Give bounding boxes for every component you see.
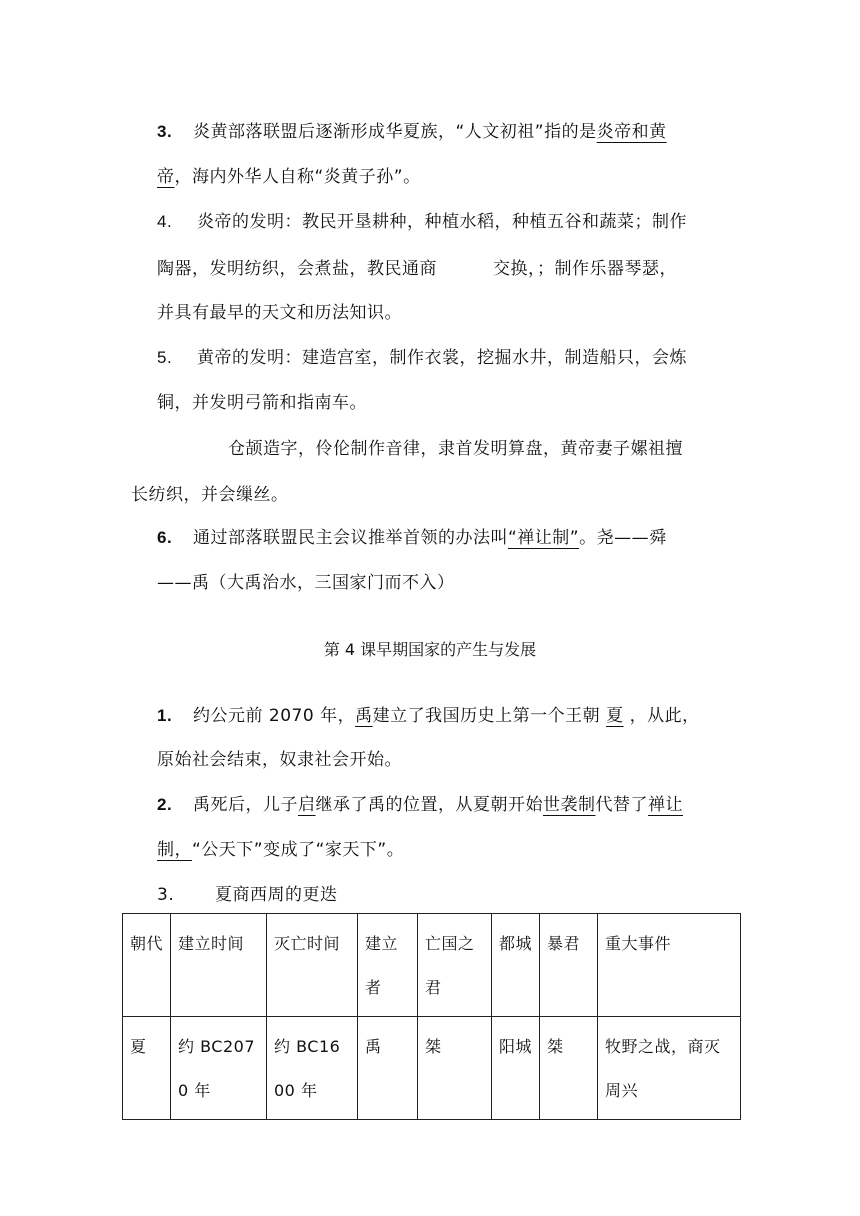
lesson4-item-1-line-2 — [157, 745, 402, 770]
text: 原始社会结束，奴隶社会开始。 — [157, 750, 402, 770]
table-cell: 牧野之战，商灭周兴 — [598, 1017, 741, 1120]
item-5-line-3 — [228, 434, 683, 459]
text: 交换，；制作乐器琴瑟， — [493, 259, 677, 279]
underlined-answer: 禹 — [355, 706, 373, 726]
item-3-line-1 — [157, 117, 667, 142]
item-number: 4. — [157, 212, 173, 231]
text: 代替了 — [595, 795, 648, 815]
lesson4-item-2-line-2 — [157, 835, 404, 860]
item-3-line-2 — [157, 162, 421, 187]
underlined-answer: 启 — [298, 795, 316, 815]
underlined-answer: 禅让 — [648, 795, 683, 815]
header-cell: 都城 — [492, 914, 540, 1017]
text: 铜，并发明弓箭和指南车。 — [157, 393, 367, 413]
item-number: 6. — [157, 528, 173, 547]
text: 并具有最早的天文和历法知识。 — [157, 303, 402, 323]
header-cell: 暴君 — [540, 914, 598, 1017]
table-cell: 桀 — [418, 1017, 492, 1120]
header-cell: 重大事件 — [598, 914, 741, 1017]
text: ，海内外华人自称“炎黄子孙”。 — [174, 167, 421, 187]
lesson4-item-3 — [157, 880, 338, 905]
text: 通过部落联盟民主会议推举首领的办法叫 — [193, 528, 508, 548]
item-6-line-1 — [157, 523, 667, 548]
underlined-answer: 制， — [157, 840, 192, 860]
item-number: 2. — [157, 795, 173, 814]
table-header-row — [123, 914, 741, 1017]
text: 陶器，发明纺织，会煮盐，教民通商 — [157, 259, 437, 279]
underlined-answer: 帝 — [157, 167, 175, 187]
text: 建立了我国历史上第一个王朝 — [372, 706, 601, 726]
table-row — [123, 1017, 741, 1120]
header-cell: 灭亡时间 — [267, 914, 358, 1017]
text: 。尧——舜 — [579, 528, 667, 548]
underlined-answer: “禅让制” — [508, 528, 580, 548]
text: 黄帝的发明：建造宫室，制作衣裳，挖掘水井，制造船只，会炼 — [197, 348, 687, 368]
header-cell: 朝代 — [123, 914, 171, 1017]
table-cell: 阳城 — [492, 1017, 540, 1120]
text: 禹死后，儿子 — [193, 795, 298, 815]
text: 仓颉造字，伶伦制作音律，隶首发明算盘，黄帝妻子嫘祖擅 — [228, 439, 683, 459]
item-4-line-1 — [157, 207, 687, 232]
item-5-line-1 — [157, 343, 687, 368]
table-cell: 禹 — [358, 1017, 418, 1120]
item-number: 5. — [157, 348, 173, 367]
text: 约公元前 2070 年， — [193, 706, 356, 726]
text: 长纺织，并会缫丝。 — [131, 485, 289, 505]
item-5-line-4 — [131, 480, 289, 505]
dynasty-table — [122, 913, 741, 1120]
header-cell: 建立时间 — [171, 914, 267, 1017]
header-cell: 亡国之君 — [418, 914, 492, 1017]
table-cell: 约 BC1600 年 — [267, 1017, 358, 1120]
item-4-line-3 — [157, 298, 402, 323]
item-4-line-2 — [157, 254, 677, 279]
underlined-answer: 世袭制 — [543, 795, 596, 815]
text: 继承了禹的位置，从夏朝开始 — [315, 795, 543, 815]
text: “公天下”变成了“家天下”。 — [192, 840, 405, 860]
item-6-line-2 — [157, 568, 455, 593]
underlined-answer: 炎帝和黄 — [596, 122, 667, 142]
text: 夏商西周的更迭 — [215, 885, 338, 905]
item-number: 1. — [157, 706, 173, 725]
header-cell: 建立者 — [358, 914, 418, 1017]
text: ——禹（大禹治水，三国家门而不入） — [157, 573, 455, 593]
table-cell: 桀 — [540, 1017, 598, 1120]
table-cell: 夏 — [123, 1017, 171, 1120]
table-cell: 约 BC2070 年 — [171, 1017, 267, 1120]
item-5-line-2 — [157, 388, 367, 413]
text: ，从此， — [629, 706, 700, 726]
underlined-answer: 夏 — [606, 706, 624, 726]
item-number: 3. — [157, 122, 173, 141]
lesson4-item-2-line-1 — [157, 790, 683, 815]
lesson-title: 第 4 课早期国家的产生与发展 — [323, 640, 537, 659]
item-number: 3. — [157, 885, 175, 905]
text: 炎黄部落联盟后逐渐形成华夏族，“人文初祖”指的是 — [193, 122, 597, 142]
lesson4-item-1-line-1 — [157, 701, 700, 726]
text: 炎帝的发明：教民开垦耕种，种植水稻，种植五谷和蔬菜；制作 — [197, 212, 687, 232]
